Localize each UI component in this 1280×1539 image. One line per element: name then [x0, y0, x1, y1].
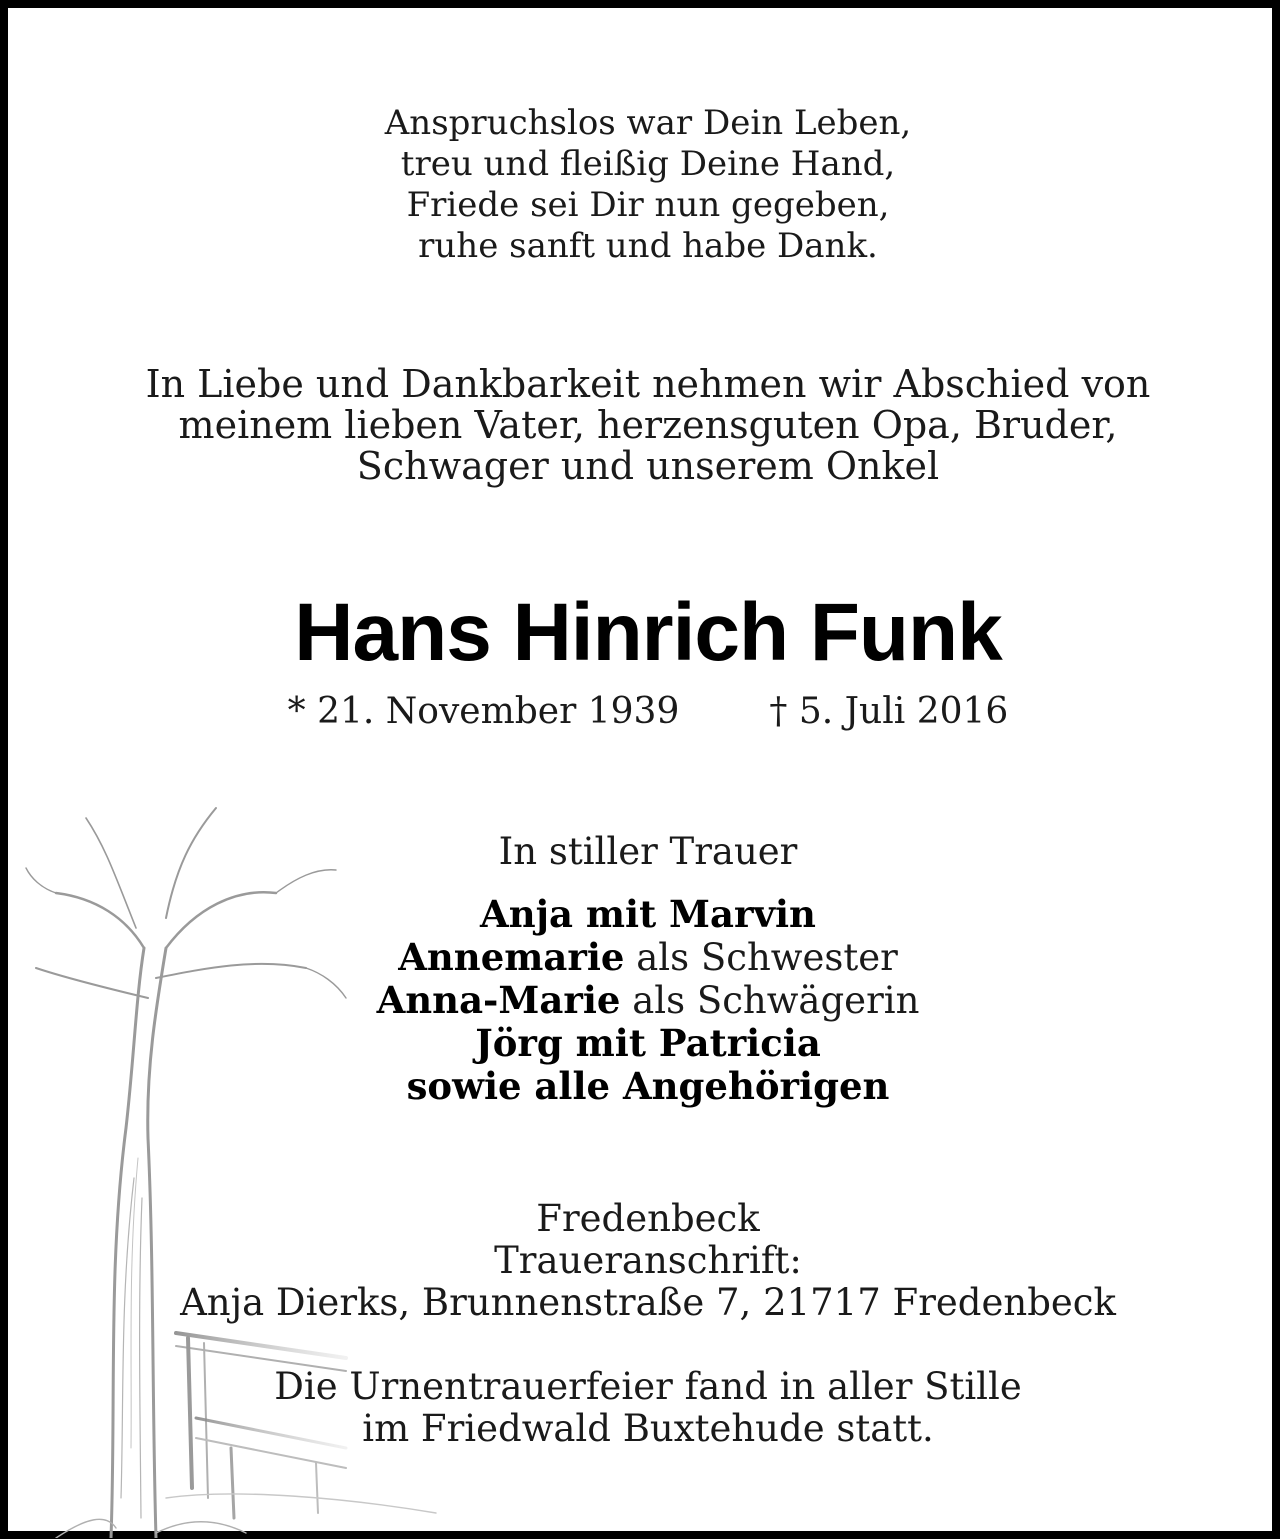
address-label: Traueranschrift:: [494, 1239, 802, 1282]
ceremony-line: Die Urnentrauerfeier fand in aller Stille: [274, 1365, 1022, 1408]
death-date: † 5. Juli 2016: [769, 691, 1009, 732]
ceremony-note: [8, 1366, 1280, 1450]
address-street: Anja Dierks, Brunnenstraße 7, 21717 Fredenbeck: [180, 1281, 1116, 1324]
list-item: [8, 1022, 1280, 1065]
ceremony-line: im Friedwald Buxtehude statt.: [362, 1407, 934, 1450]
intro-line: Schwager und unserem Onkel: [356, 444, 940, 488]
list-item: [8, 893, 1280, 936]
verse: [8, 103, 1280, 267]
verse-line: treu und fleißig Deine Hand,: [400, 144, 896, 184]
list-item: [8, 936, 1280, 979]
mourner-name: Anna-Marie: [376, 978, 621, 1022]
deceased-name: Hans Hinrich Funk: [294, 587, 1002, 678]
intro-text: [8, 364, 1280, 487]
list-item: [8, 1065, 1280, 1108]
mourner-name: Anja mit Marvin: [480, 892, 816, 936]
address-block: [8, 1198, 1280, 1324]
intro-line: meinem lieben Vater, herzensguten Opa, Bruder,: [178, 403, 1118, 447]
mourner-name: sowie alle Angehörigen: [406, 1064, 890, 1108]
mourner-name: Jörg mit Patricia: [475, 1021, 821, 1065]
mourner-relation: als Schwester: [624, 936, 898, 979]
verse-line: ruhe sanft und habe Dank.: [418, 226, 878, 266]
mourners-list: [8, 893, 1280, 1108]
verse-line: Friede sei Dir nun gegeben,: [406, 185, 890, 225]
mourner-relation: als Schwägerin: [620, 979, 920, 1022]
list-item: [8, 979, 1280, 1022]
address-place: Fredenbeck: [536, 1197, 760, 1240]
mourners-heading: In stiller Trauer: [498, 830, 798, 873]
intro-line: In Liebe und Dankbarkeit nehmen wir Abschied von: [145, 362, 1151, 406]
mourner-name: Annemarie: [398, 935, 625, 979]
birth-date: * 21. November 1939: [287, 691, 680, 732]
verse-line: Anspruchslos war Dein Leben,: [384, 103, 912, 143]
life-dates: [8, 691, 1280, 733]
